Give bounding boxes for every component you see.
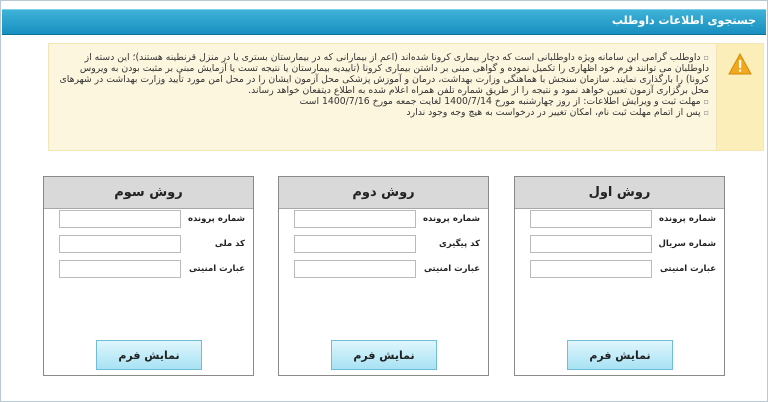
page-title: جستجوی اطلاعات داوطلب xyxy=(611,14,756,27)
field-label: شماره پرونده xyxy=(187,214,245,224)
panel-title: روش دوم xyxy=(279,177,488,209)
form-row xyxy=(44,235,253,255)
show-form-button[interactable]: نمایش فرم xyxy=(567,340,673,370)
notice-paragraph: ▫مهلت ثبت و ویرایش اطلاعات: از روز چهارشنبه مورخ 1400/7/14 لغایت جمعه مورخ 1400/7/16 است xyxy=(299,96,709,107)
captcha-input[interactable] xyxy=(294,260,416,278)
serial-number-input[interactable] xyxy=(530,235,652,253)
bullet-icon: ▫ xyxy=(703,108,709,117)
file-number-input[interactable] xyxy=(294,210,416,228)
notice-paragraph: ▫پس از اتمام مهلت ثبت نام، امکان تغییر در درخواست به هیچ وجه وجود ندارد xyxy=(406,107,709,118)
tracking-code-input[interactable] xyxy=(294,235,416,253)
field-label: عبارت امنیتی xyxy=(423,264,480,274)
form-row xyxy=(515,210,724,230)
notice-icon-container xyxy=(716,44,763,150)
form-row xyxy=(515,260,724,280)
form-row xyxy=(279,235,488,255)
captcha-input[interactable] xyxy=(530,260,652,278)
notice-box xyxy=(48,43,764,151)
national-code-input[interactable] xyxy=(59,235,181,253)
file-number-input[interactable] xyxy=(530,210,652,228)
bullet-icon: ▫ xyxy=(703,97,709,106)
show-form-button[interactable]: نمایش فرم xyxy=(331,340,437,370)
header-bar xyxy=(2,9,766,35)
warning-icon xyxy=(728,53,752,75)
form-row xyxy=(279,210,488,230)
form-row xyxy=(279,260,488,280)
bullet-icon: ▫ xyxy=(703,53,709,62)
notice-text xyxy=(59,52,709,118)
method-panel-second xyxy=(278,176,489,376)
captcha-input[interactable] xyxy=(59,260,181,278)
method-panel-third xyxy=(43,176,254,376)
file-number-input[interactable] xyxy=(59,210,181,228)
field-label: کد پیگیری xyxy=(439,239,480,249)
show-form-button[interactable]: نمایش فرم xyxy=(96,340,202,370)
field-label: شماره پرونده xyxy=(422,214,480,224)
field-label: شماره سریال xyxy=(658,239,716,249)
field-label: عبارت امنیتی xyxy=(188,264,245,274)
field-label: عبارت امنیتی xyxy=(659,264,716,274)
panel-title: روش سوم xyxy=(44,177,253,209)
field-label: کد ملی xyxy=(214,239,245,249)
form-row xyxy=(44,260,253,280)
notice-paragraph: ▫داوطلب گرامی این سامانه ویژه داوطلبانی است که دچار بیماری کرونا شده‌اند (اعم از بیمارانی که در بیمارستان بستری یا در منزل قرنطینه هستند)؛ این دسته از داوطلبان می توانند فرم خود اظهاری را تکمیل نموده و گواهی مبنی بر داشتن بیماری کرونا (تاییدیه بیمارستان یا نتیجه تست یا آزمایش مبنی بر مثبت بودن به ویروس کرونا) را بارگذاری نمایند. سازمان سنجش با هماهنگی وزارت بهداشت، درمان و آموزش پزشکی محل آزمون ایشان را در محل امن مورد تأیید وزارت بهداشت در شهرهای محل برگزاری آزمون تعیین خواهد نمود و نتیجه را از طریق شماره تلفن همراه اعلام شده به اطلاع دیتفعان خواهد رساند. xyxy=(59,52,709,96)
method-panel-first xyxy=(514,176,725,376)
form-row xyxy=(44,210,253,230)
form-row xyxy=(515,235,724,255)
field-label: شماره پرونده xyxy=(658,214,716,224)
panel-title: روش اول xyxy=(515,177,724,209)
